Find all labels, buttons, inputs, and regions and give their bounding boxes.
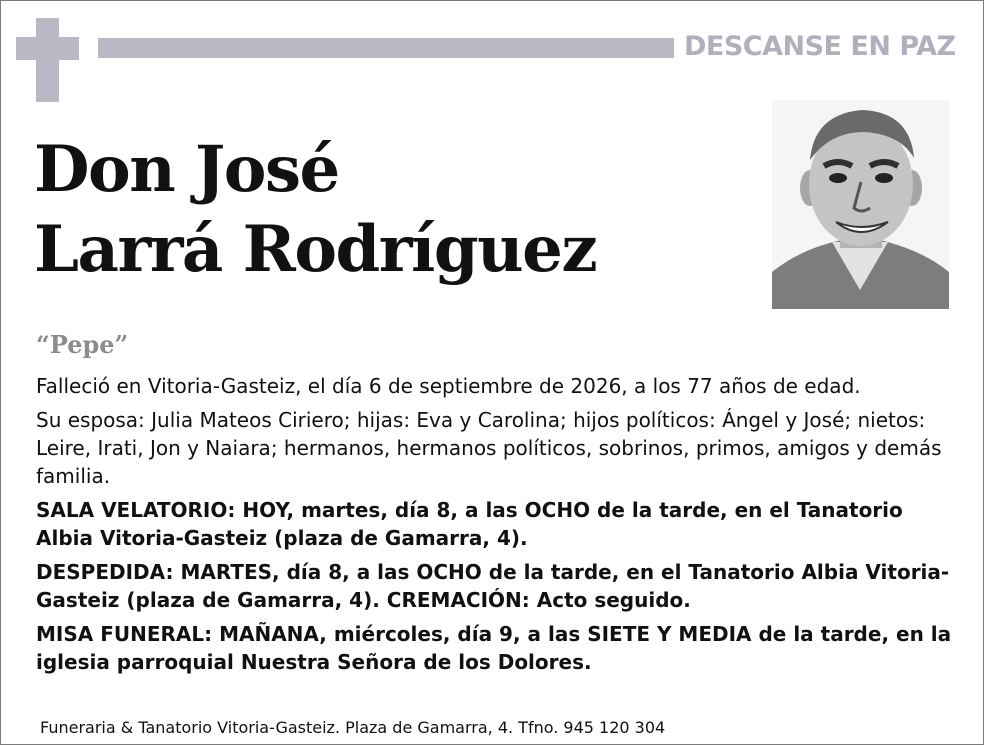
wake-info: SALA VELATORIO: HOY, martes, día 8, a las OCHO de la tarde, en el Tanatorio Albia Vitoria-Gasteiz (plaza de Gamarra, 4). [36, 498, 903, 550]
cross-icon-vertical [36, 18, 59, 102]
name-line-1: Don José [34, 132, 339, 207]
portrait-icon [772, 100, 949, 309]
family-list: Su esposa: Julia Mateos Ciriero; hijas: Eva y Carolina; hijos políticos: Ángel y José; nietos: Leire, Irati, Jon y Naiara; hermanos, hermanos políticos, sobrinos, primos, amigos y demás familia. [36, 408, 942, 488]
funeral-mass-info: MISA FUNERAL: MAÑANA, miércoles, día 9, a las SIETE Y MEDIA de la tarde, en la iglesia parroquial Nuestra Señora de los Dolores. [36, 622, 952, 674]
portrait-photo [772, 100, 949, 309]
funeral-home-footer: Funeraria & Tanatorio Vitoria-Gasteiz. Plaza de Gamarra, 4. Tfno. 945 120 304 [40, 718, 666, 737]
cross-icon-horizontal [16, 37, 79, 60]
name-line-2: Larrá Rodríguez [34, 212, 597, 287]
death-announcement: Falleció en Vitoria-Gasteiz, el día 6 de septiembre de 2026, a los 77 años de edad. [36, 374, 861, 398]
nickname: “Pepe” [36, 330, 129, 359]
header-title: DESCANSE EN PAZ [684, 31, 956, 62]
obituary-body [36, 372, 956, 682]
header-rule [98, 38, 674, 58]
deceased-name [34, 130, 596, 290]
farewell-info: DESPEDIDA: MARTES, día 8, a las OCHO de la tarde, en el Tanatorio Albia Vitoria-Gasteiz (plaza de Gamarra, 4). CREMACIÓN: Acto seguido. [36, 560, 950, 612]
